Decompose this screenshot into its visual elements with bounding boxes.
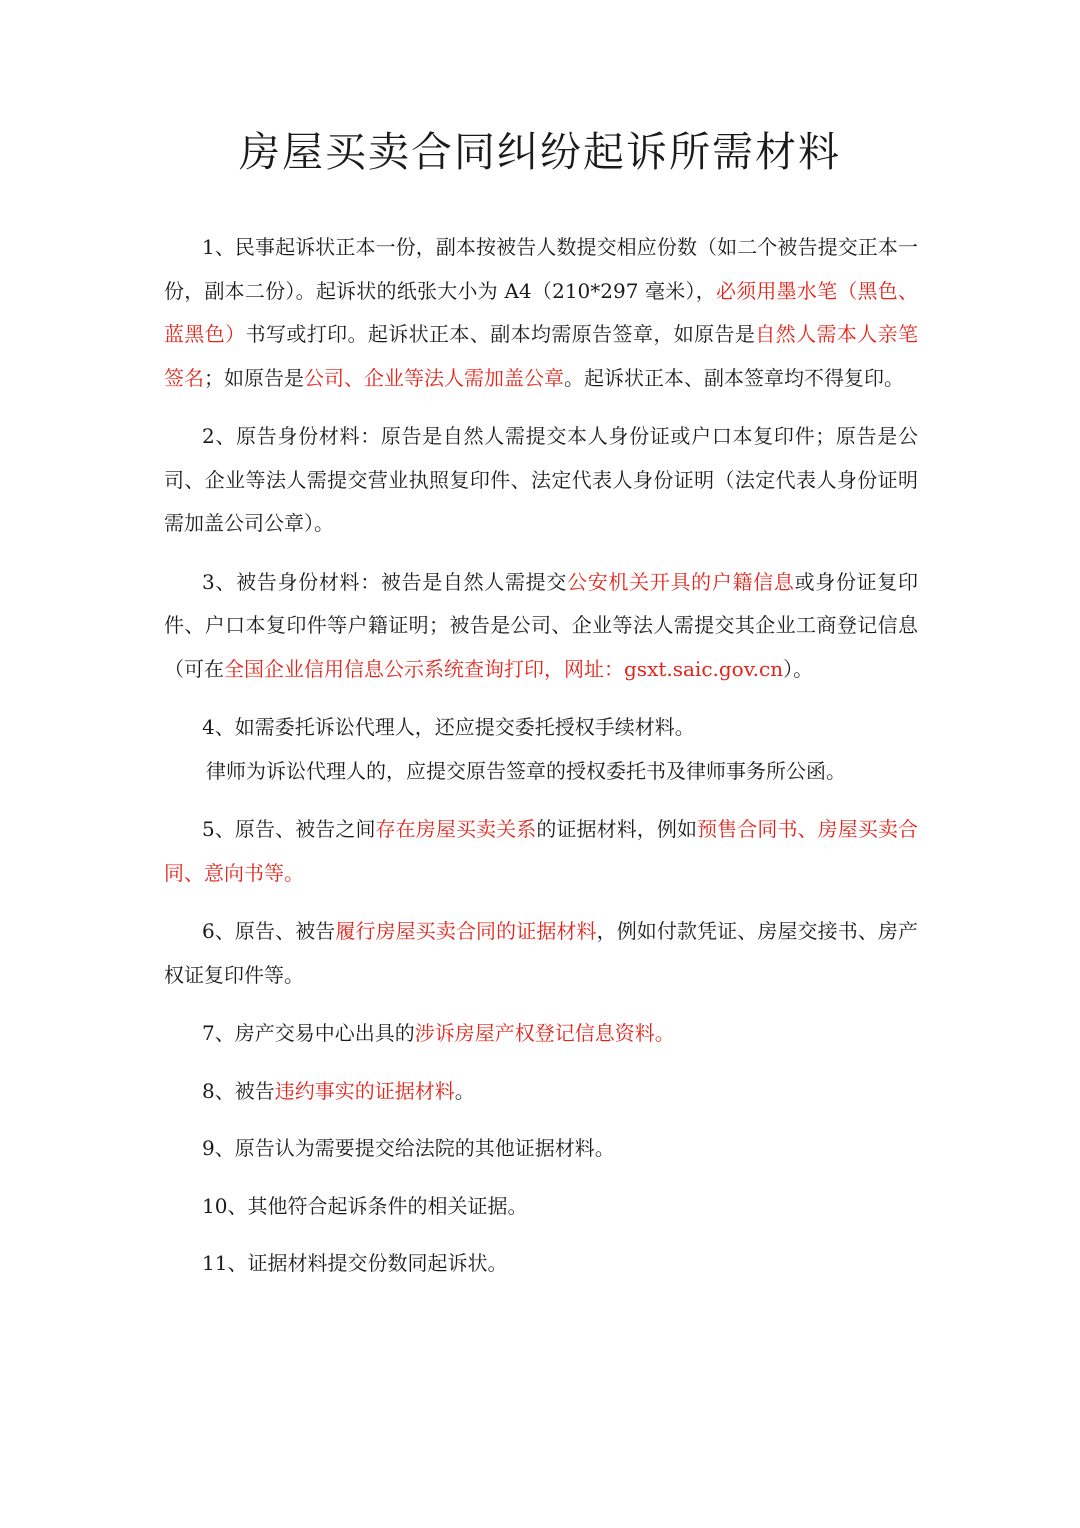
- text-segment: 律师为诉讼代理人的，应提交原告签章的授权委托书及律师事务所公函。: [206, 758, 846, 783]
- text-segment: 1、民事起诉状正本一份，副本按被告人数提交相应份数（如二个被告提交正本一份，副本二份）。起诉状的纸张大小为 A4（210*297 毫米），: [164, 235, 918, 303]
- highlight-segment: 公司、企业等法人需加盖公章: [304, 365, 564, 390]
- text-segment: 4、如需委托诉讼代理人，还应提交委托授权手续材料。: [202, 715, 695, 739]
- paragraph-8: [164, 1070, 918, 1114]
- text-segment: 7、房产交易中心出具的: [202, 1021, 415, 1045]
- highlight-segment: 全国企业信用信息公示系统查询打印，网址：gsxt.saic.gov.cn: [224, 656, 784, 681]
- highlight-segment: 存在房屋买卖关系: [375, 817, 537, 841]
- paragraph-4: [164, 706, 918, 750]
- text-segment: 3、被告身份材料：被告是自然人需提交: [202, 569, 568, 594]
- text-segment: 6、原告、被告: [202, 919, 336, 943]
- highlight-segment: 履行房屋买卖合同的证据材料: [335, 919, 597, 943]
- text-segment: 11、证据材料提交份数同起诉状。: [202, 1251, 508, 1275]
- page-title: 房屋买卖合同纠纷起诉所需材料: [239, 128, 841, 176]
- paragraph-6: [164, 910, 918, 997]
- text-segment: 的证据材料，例如: [536, 817, 698, 841]
- highlight-segment: 必须用墨水笔（黑色、蓝黑色）: [164, 278, 919, 346]
- highlight-segment: 违约事实的证据材料: [274, 1078, 455, 1103]
- paragraph-10: [164, 1185, 918, 1229]
- text-segment: 9、原告认为需要提交给法院的其他证据材料。: [202, 1136, 615, 1160]
- document-body: [164, 226, 918, 1300]
- paragraph-1: [164, 226, 918, 400]
- paragraph-7: [164, 1012, 918, 1056]
- highlight-segment: 预售合同书、房屋买卖合同、意向书等。: [164, 817, 919, 885]
- text-segment: ）。: [783, 656, 814, 681]
- paragraph-3: [164, 561, 918, 692]
- text-segment: ，例如付款凭证、房屋交接书、房产权证复印件等。: [164, 919, 919, 987]
- text-segment: 2、原告身份材料：原告是自然人需提交本人身份证或户口本复印件；原告是公司、企业等法人需提交营业执照复印件、法定代表人身份证明（法定代表人身份证明需加盖公司公章）。: [164, 424, 918, 535]
- paragraph-11: [164, 1242, 918, 1286]
- text-segment: 10、其他符合起诉条件的相关证据。: [202, 1193, 528, 1218]
- highlight-segment: 公安机关开具的户籍信息: [567, 569, 795, 594]
- highlight-segment: 自然人需本人亲笔签名: [164, 322, 919, 390]
- paragraph-2: [164, 415, 918, 546]
- text-segment: 8、被告: [202, 1078, 275, 1103]
- highlight-segment: 涉诉房屋产权登记信息资料。: [414, 1021, 675, 1045]
- paragraph-5: [164, 808, 918, 895]
- text-segment: 5、原告、被告之间: [202, 817, 376, 841]
- text-segment: 。: [454, 1078, 475, 1103]
- text-segment: 或身份证复印件、户口本复印件等户籍证明；被告是公司、企业等法人需提交其企业工商登记信息（可在: [164, 569, 918, 681]
- paragraph-9: [164, 1127, 918, 1171]
- text-segment: 。起诉状正本、副本签章均不得复印。: [564, 365, 904, 390]
- text-segment: ；如原告是: [204, 365, 304, 390]
- text-segment: 书写或打印。起诉状正本、副本均需原告签章，如原告是: [245, 322, 756, 346]
- paragraph-4-note: [164, 750, 918, 794]
